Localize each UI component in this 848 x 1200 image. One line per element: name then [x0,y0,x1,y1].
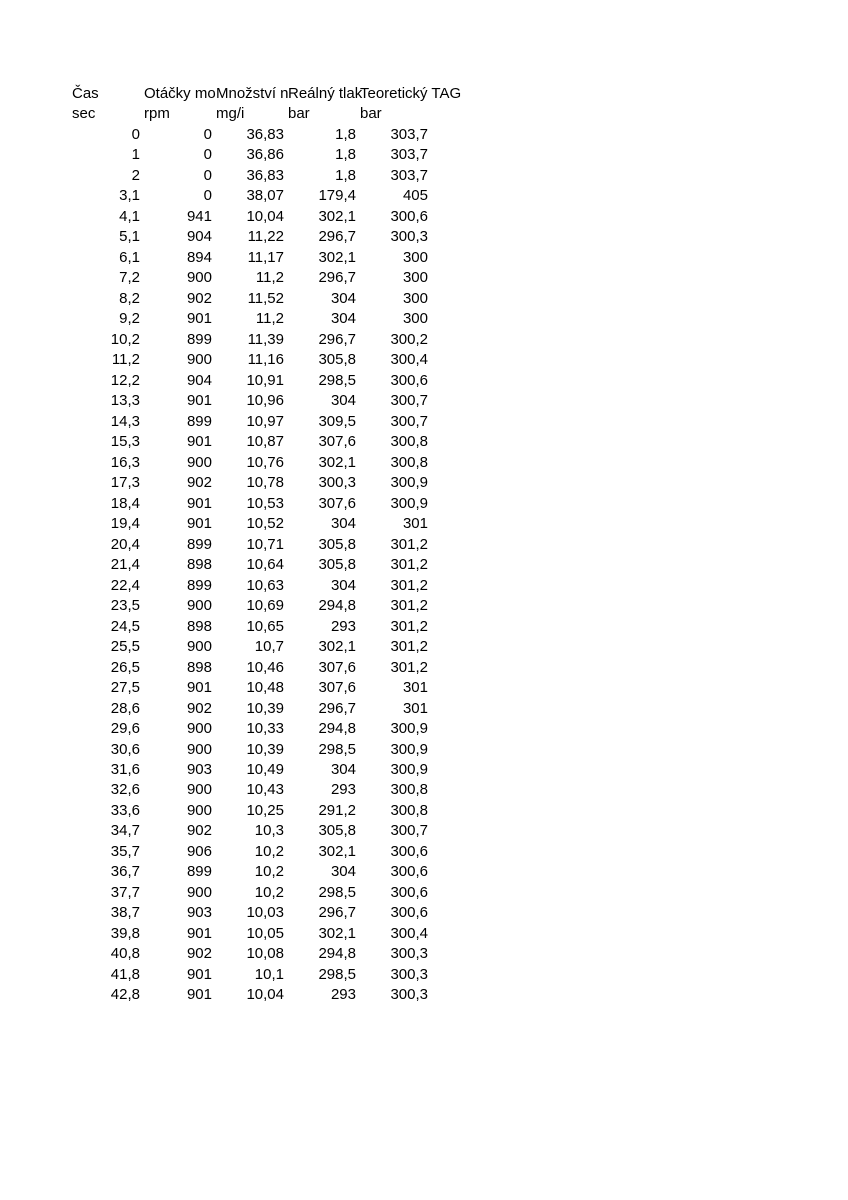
table-cell: 10,87 [246,433,284,451]
table-cell: 305,8 [318,535,356,553]
table-row [70,391,430,411]
table-cell: 301,2 [390,658,428,676]
table-cell: 10,63 [246,576,284,594]
table-cell: 894 [186,248,212,266]
table-cell: 296,7 [318,228,356,246]
table-cell: 304 [330,760,356,778]
table-cell: 11,52 [247,289,284,307]
table-cell: 302,1 [318,248,356,266]
table-row [70,842,430,862]
table-cell: 21,4 [110,556,140,574]
table-cell: 301,2 [390,638,428,656]
table-cell: 302,1 [318,638,356,656]
table-cell: 9,2 [119,310,140,328]
table-row [70,248,430,268]
table-row [70,801,430,821]
table-cell: 25,5 [110,638,140,656]
table-cell: 10,53 [246,494,284,512]
table-cell: 10,2 [110,330,140,348]
table-cell: 901 [186,494,212,512]
table-cell: 10,43 [246,781,284,799]
table-cell: 300,3 [318,474,356,492]
table-cell: 29,6 [110,720,140,738]
table-cell: 298,5 [318,371,356,389]
table-cell: 35,7 [110,842,140,860]
table-cell: 0 [203,146,212,164]
table-cell: 300,8 [390,433,428,451]
table-cell: 941 [186,207,212,225]
table-cell: 10,76 [246,453,284,471]
table-cell: 0 [203,166,212,184]
table-cell: 293 [330,986,356,1004]
table-cell: 7,2 [119,269,140,287]
table-cell: 40,8 [110,945,140,963]
table-cell: 902 [186,699,212,717]
table-cell: 10,91 [246,371,284,389]
table-cell: 901 [186,433,212,451]
table-cell: 298,5 [318,740,356,758]
table-cell: 10,52 [246,515,284,533]
table-cell: 36,83 [246,166,284,184]
table-cell: 11,2 [255,269,284,287]
table-cell: 11,22 [247,228,284,246]
table-cell: 38,7 [110,904,140,922]
table-cell: 904 [186,228,212,246]
table-cell: 0 [131,125,140,143]
table-cell: 300 [402,289,428,307]
table-cell: 1,8 [335,125,356,143]
table-cell: 10,48 [246,679,284,697]
table-row [70,207,430,227]
table-cell: 300 [402,310,428,328]
table-cell: 304 [330,310,356,328]
table-cell: 26,5 [110,658,140,676]
table-cell: 6,1 [119,248,140,266]
table-cell: 300,3 [390,965,428,983]
table-cell: 10,46 [246,658,284,676]
table-cell: 296,7 [318,904,356,922]
table-cell: 900 [186,720,212,738]
table-cell: 22,4 [110,576,140,594]
table-row [70,371,430,391]
table-cell: 10,1 [254,965,284,983]
table-cell: 10,33 [246,720,284,738]
table-cell: 300,6 [390,207,428,225]
table-cell: 300,9 [390,760,428,778]
table-cell: 10,97 [246,412,284,430]
table-cell: 10,49 [246,760,284,778]
table-cell: 906 [186,842,212,860]
table-cell: 300 [402,269,428,287]
table-cell: 898 [186,658,212,676]
table-cell: 294,8 [318,945,356,963]
table-cell: 300,3 [390,986,428,1004]
data-table [70,84,462,1006]
table-row [70,821,430,841]
table-cell: 41,8 [110,965,140,983]
table-cell: 179,4 [318,187,356,205]
table-cell: 13,3 [110,392,140,410]
table-cell: 303,7 [390,125,428,143]
table-row [70,596,430,616]
table-cell: 899 [186,412,212,430]
table-cell: 32,6 [110,781,140,799]
table-cell: 301,2 [390,617,428,635]
table-cell: 898 [186,617,212,635]
table-cell: 2 [131,166,140,184]
table-cell: 902 [186,822,212,840]
table-cell: 302,1 [318,453,356,471]
table-cell: 900 [186,453,212,471]
table-header [70,84,462,125]
table-row [70,576,430,596]
table-row [70,289,430,309]
table-row [70,535,430,555]
table-row [70,145,430,165]
table-cell: 900 [186,638,212,656]
table-cell: 38,07 [246,187,284,205]
table-cell: 899 [186,330,212,348]
table-row [70,678,430,698]
table-row [70,637,430,657]
table-row [70,125,430,145]
header-row [70,84,430,104]
table-cell: 293 [330,781,356,799]
table-row [70,658,430,678]
table-cell: 10,3 [254,822,284,840]
table-cell: 10,04 [246,207,284,225]
table-cell: 294,8 [318,720,356,738]
table-row [70,617,430,637]
table-row [70,985,430,1005]
table-cell: 10,2 [254,842,284,860]
table-cell: 305,8 [318,822,356,840]
table-cell: 904 [186,371,212,389]
table-cell: 31,6 [110,760,140,778]
table-cell: 901 [186,965,212,983]
table-cell: 3,1 [119,187,140,205]
table-cell: 14,3 [110,412,140,430]
table-row [70,350,430,370]
table-row [70,268,430,288]
table-cell: 30,6 [110,740,140,758]
table-cell: 301 [402,515,428,533]
table-cell: 300,7 [390,412,428,430]
table-cell: 300,4 [390,351,428,369]
units-row [70,104,430,124]
table-row [70,903,430,923]
table-cell: 301,2 [390,556,428,574]
table-cell: 300,7 [390,392,428,410]
table-cell: 16,3 [110,453,140,471]
table-cell: 1 [131,146,140,164]
table-cell: 300,8 [390,781,428,799]
table-cell: 10,7 [254,638,284,656]
table-cell: 36,83 [246,125,284,143]
table-row [70,309,430,329]
table-cell: 903 [186,760,212,778]
table-cell: 307,6 [318,433,356,451]
table-cell: 307,6 [318,494,356,512]
table-cell: 10,71 [246,535,284,553]
table-cell: 901 [186,679,212,697]
table-row [70,166,430,186]
table-cell: 900 [186,269,212,287]
table-row [70,699,430,719]
table-cell: 5,1 [119,228,140,246]
table-cell: 10,25 [246,801,284,819]
table-cell: 8,2 [119,289,140,307]
table-cell: 302,1 [318,924,356,942]
table-cell: 304 [330,289,356,307]
table-cell: 298,5 [318,883,356,901]
table-body [70,125,430,1006]
table-cell: 300 [402,248,428,266]
table-cell: 39,8 [110,924,140,942]
table-cell: 10,05 [246,924,284,942]
table-cell: 11,16 [247,351,284,369]
table-row [70,924,430,944]
table-cell: 902 [186,945,212,963]
table-cell: 4,1 [119,207,140,225]
unit-label-bar-real: bar [288,105,310,123]
table-cell: 11,2 [255,310,284,328]
table-cell: 303,7 [390,166,428,184]
column-header-engine-speed: Otáčky mo [144,85,216,102]
table-cell: 28,6 [110,699,140,717]
table-cell: 19,4 [110,515,140,533]
table-cell: 304 [330,392,356,410]
table-cell: 300,4 [390,924,428,942]
table-cell: 307,6 [318,679,356,697]
table-row [70,432,430,452]
table-cell: 300,6 [390,883,428,901]
table-cell: 27,5 [110,679,140,697]
table-cell: 34,7 [110,822,140,840]
table-cell: 301,2 [390,576,428,594]
table-cell: 300,6 [390,863,428,881]
table-cell: 36,86 [246,146,284,164]
table-cell: 10,69 [246,597,284,615]
table-cell: 901 [186,986,212,1004]
table-cell: 899 [186,863,212,881]
table-row [70,883,430,903]
table-cell: 10,03 [246,904,284,922]
table-cell: 300,9 [390,720,428,738]
table-row [70,944,430,964]
table-cell: 11,2 [111,351,140,369]
table-cell: 300,6 [390,904,428,922]
table-cell: 900 [186,883,212,901]
table-cell: 309,5 [318,412,356,430]
table-row [70,719,430,739]
table-cell: 10,64 [246,556,284,574]
table-cell: 23,5 [110,597,140,615]
table-cell: 302,1 [318,207,356,225]
table-row [70,760,430,780]
table-cell: 898 [186,556,212,574]
column-header-time: Čas [72,85,99,102]
table-row [70,740,430,760]
table-cell: 305,8 [318,351,356,369]
table-row [70,862,430,882]
table-cell: 296,7 [318,269,356,287]
table-cell: 901 [186,392,212,410]
table-cell: 10,39 [246,740,284,758]
table-cell: 300,9 [390,474,428,492]
table-cell: 300,6 [390,371,428,389]
table-cell: 0 [203,125,212,143]
table-cell: 10,08 [246,945,284,963]
table-cell: 900 [186,781,212,799]
table-cell: 294,8 [318,597,356,615]
table-cell: 900 [186,597,212,615]
table-cell: 42,8 [110,986,140,1004]
column-header-quantity: Množství n [216,85,289,102]
table-row [70,453,430,473]
table-cell: 37,7 [110,883,140,901]
table-cell: 10,2 [254,863,284,881]
table-cell: 10,65 [246,617,284,635]
table-cell: 903 [186,904,212,922]
unit-label-mgi: mg/i [216,105,245,123]
table-cell: 300,6 [390,842,428,860]
table-cell: 17,3 [110,474,140,492]
table-cell: 0 [203,187,212,205]
table-cell: 1,8 [335,166,356,184]
unit-label-bar-theoretical: bar [360,105,382,123]
table-cell: 18,4 [110,494,140,512]
table-cell: 10,96 [246,392,284,410]
table-cell: 305,8 [318,556,356,574]
table-row [70,514,430,534]
table-cell: 300,9 [390,494,428,512]
table-cell: 902 [186,289,212,307]
table-cell: 405 [402,187,428,205]
table-cell: 33,6 [110,801,140,819]
table-cell: 901 [186,515,212,533]
table-cell: 293 [330,617,356,635]
table-cell: 298,5 [318,965,356,983]
table-cell: 304 [330,576,356,594]
table-cell: 307,6 [318,658,356,676]
table-cell: 301,2 [390,535,428,553]
table-cell: 301 [402,679,428,697]
table-cell: 899 [186,576,212,594]
table-cell: 20,4 [110,535,140,553]
table-cell: 10,39 [246,699,284,717]
table-cell: 301 [402,699,428,717]
table-cell: 11,39 [247,330,284,348]
table-row [70,494,430,514]
table-row [70,227,430,247]
table-cell: 302,1 [318,842,356,860]
table-row [70,186,430,206]
table-cell: 901 [186,924,212,942]
table-row [70,330,430,350]
table-cell: 300,3 [390,945,428,963]
table-row [70,780,430,800]
table-cell: 291,2 [318,801,356,819]
table-cell: 901 [186,310,212,328]
column-header-real-pressure: Reálný tlak [288,85,363,102]
table-cell: 304 [330,515,356,533]
table-cell: 900 [186,351,212,369]
table-row [70,555,430,575]
table-cell: 300,9 [390,740,428,758]
table-cell: 300,2 [390,330,428,348]
table-cell: 36,7 [110,863,140,881]
table-cell: 900 [186,801,212,819]
unit-label-sec: sec [72,105,96,123]
column-header-theoretical: Teoretický TAG [360,85,462,102]
table-cell: 300,8 [390,453,428,471]
table-cell: 300,7 [390,822,428,840]
table-row [70,473,430,493]
table-cell: 899 [186,535,212,553]
table-cell: 902 [186,474,212,492]
table-cell: 10,04 [246,986,284,1004]
table-cell: 10,78 [246,474,284,492]
table-cell: 300,3 [390,228,428,246]
table-cell: 304 [330,863,356,881]
table-cell: 296,7 [318,699,356,717]
unit-label-rpm: rpm [144,105,170,123]
table-cell: 301,2 [390,597,428,615]
table-row [70,965,430,985]
table-cell: 296,7 [318,330,356,348]
table-cell: 1,8 [335,146,356,164]
table-cell: 12,2 [110,371,140,389]
table-cell: 303,7 [390,146,428,164]
table-cell: 10,2 [254,883,284,901]
table-cell: 15,3 [110,433,140,451]
table-cell: 300,8 [390,801,428,819]
table-row [70,412,430,432]
table-cell: 900 [186,740,212,758]
table-cell: 11,17 [247,248,284,266]
table-cell: 24,5 [110,617,140,635]
